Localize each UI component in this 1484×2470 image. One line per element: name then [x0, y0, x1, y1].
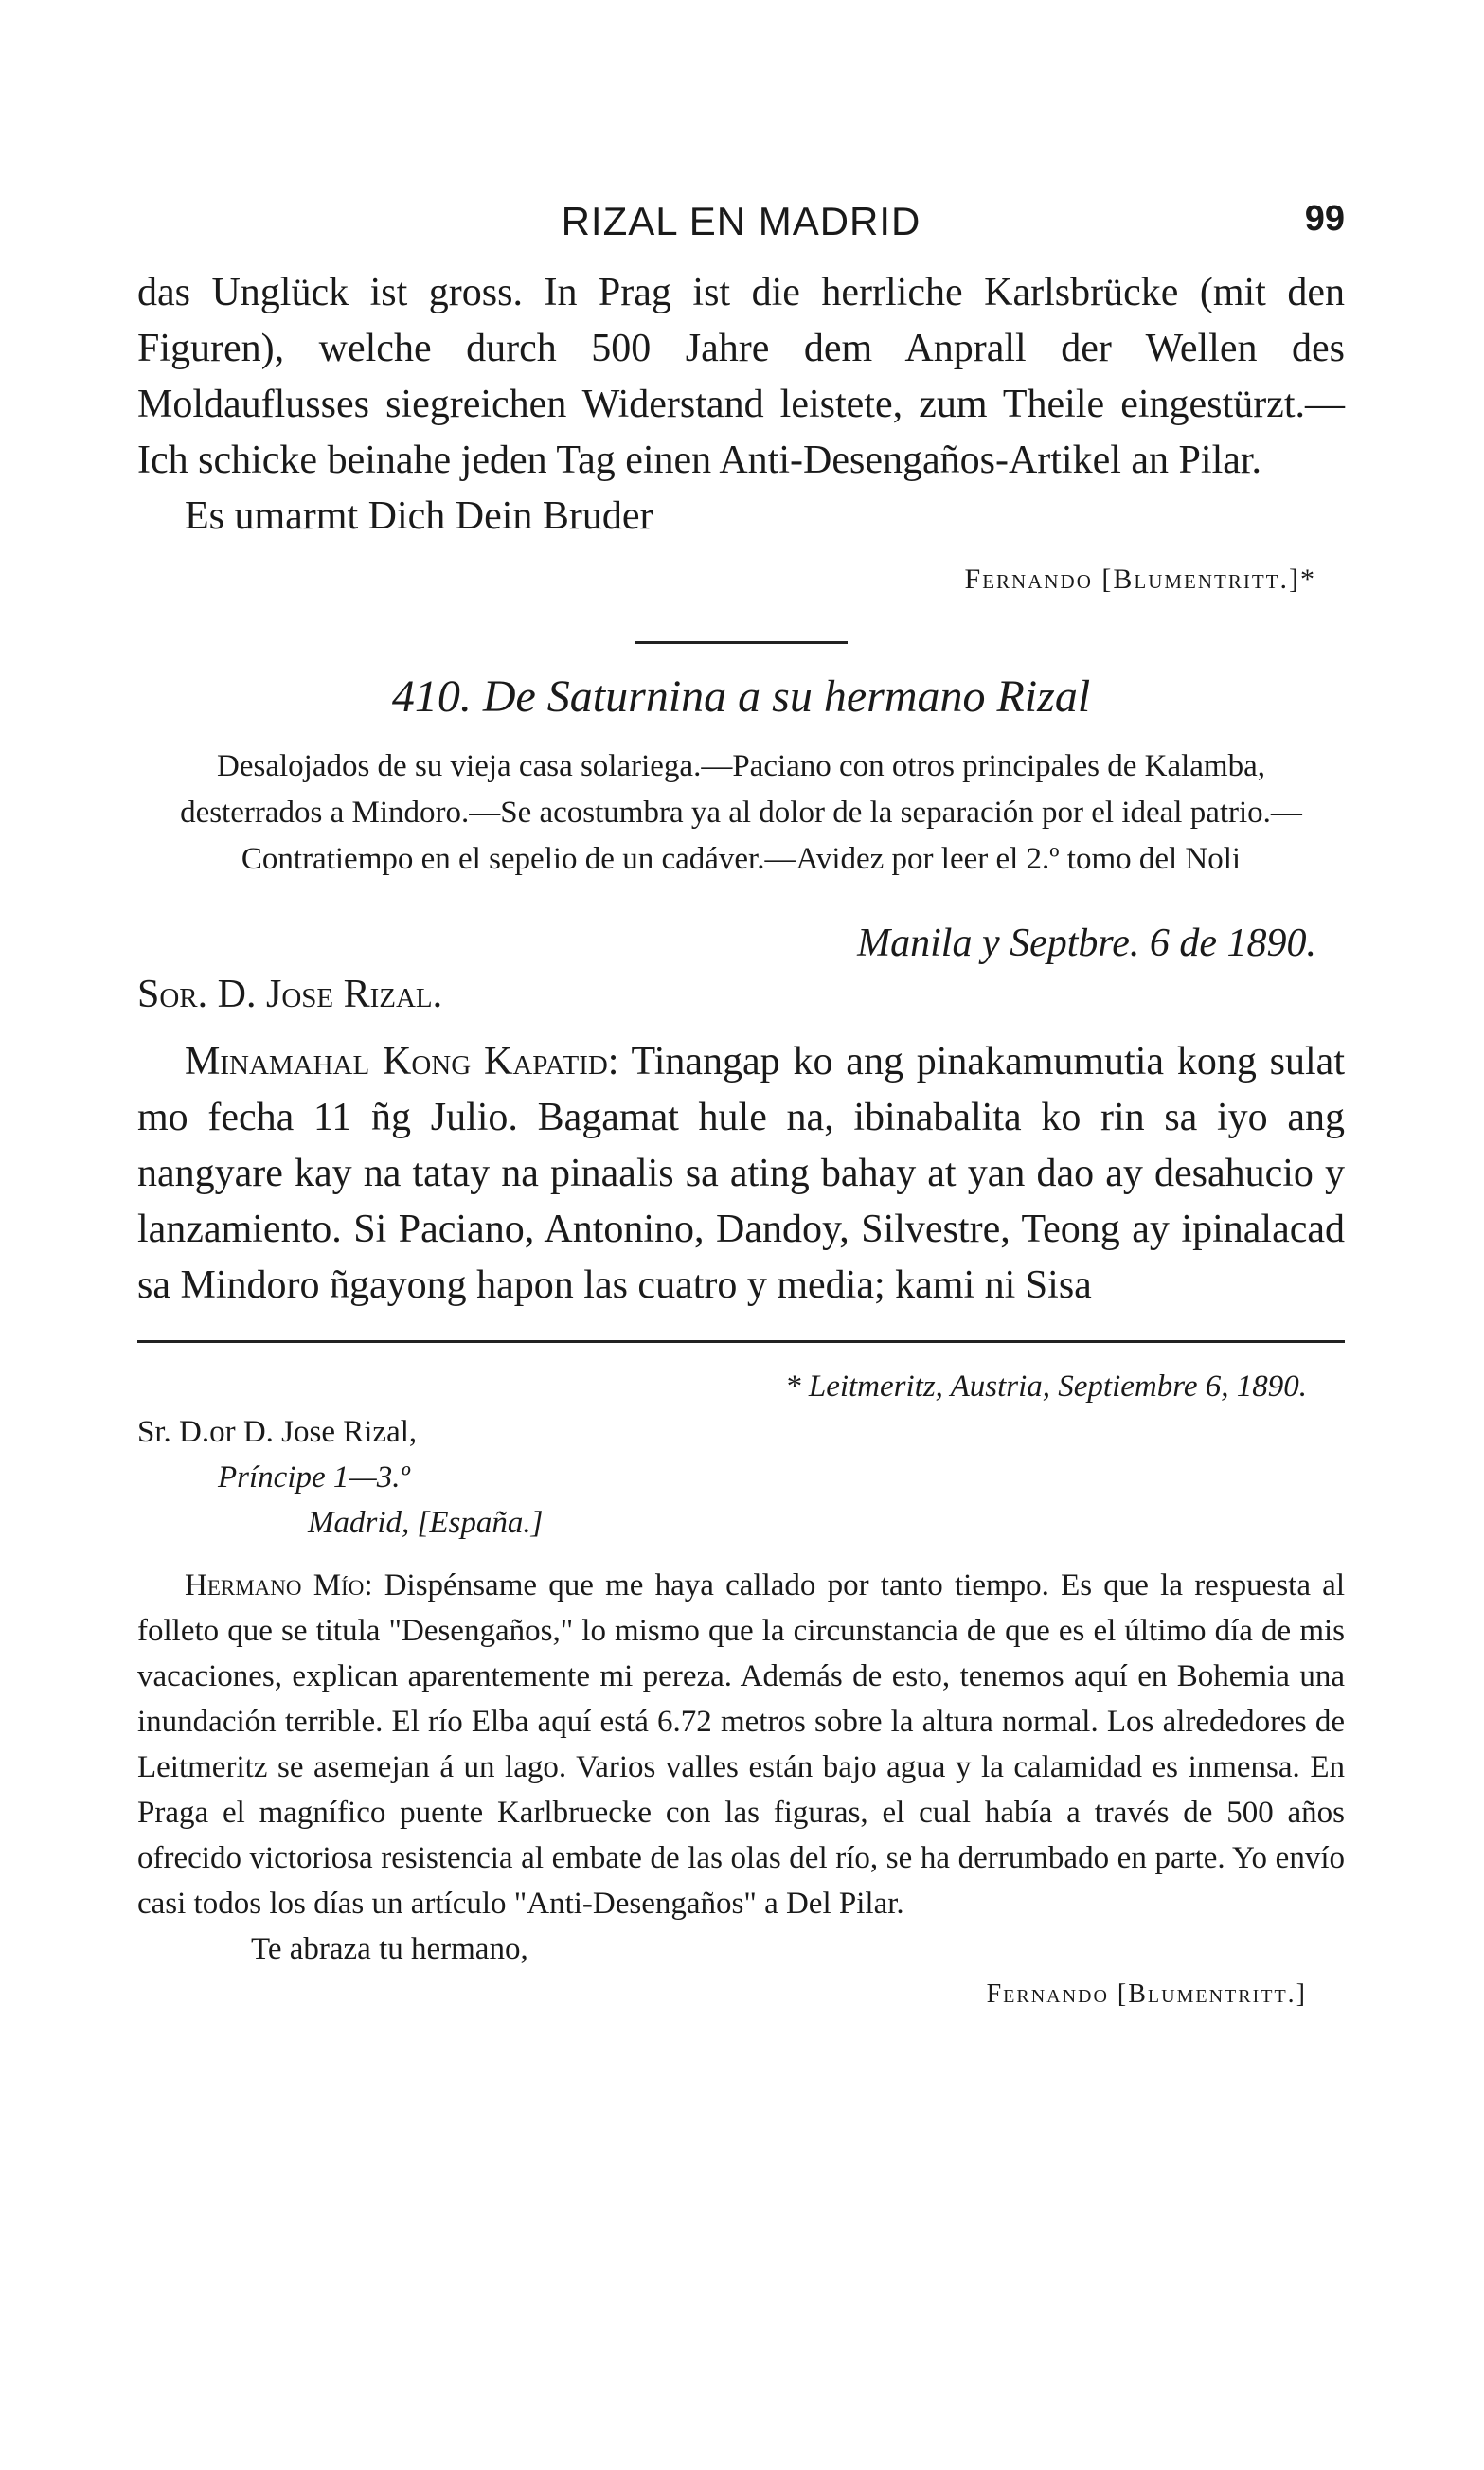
- book-page: [137, 199, 1345, 2017]
- previous-letter-paragraph: das Unglück ist gross. In Prag ist die herrliche Karlsbrücke (mit den Figuren), welche durch 500 Jahre dem Anprall der Wellen des Moldauflusses siegreichen Widerstand leistete, zum Theile eingestürzt.—Ich schicke beinahe jeden Tag einen Anti-Desengaños-Artikel an Pilar.: [137, 271, 1345, 482]
- footnote-address-line2: Príncipe 1—3.º: [218, 1460, 410, 1495]
- letter-salutation: Sor. D. Jose Rizal.: [137, 973, 443, 1016]
- letter-paragraph: Tinangap ko ang pinakamumutia kong sulat mo fecha 11 ñg Julio. Bagamat hule na, ibinabalita ko rin sa iyo ang nangyare kay na tatay na pinaalis sa ating bahay at yan dao ay desahucio y lanzamiento. Si Paciano, Antonino, Dandoy, Silvestre, Teong ay ipinalacad sa Mindoro ñgayong hapon las cuatro y media; kami ni Sisa: [137, 1040, 1345, 1307]
- letter-opening: Minamahal Kong Kapatid:: [185, 1040, 619, 1083]
- footnote-body: [137, 1563, 1345, 1972]
- previous-letter-closing: Es umarmt Dich Dein Bruder: [185, 494, 653, 538]
- letter-title: 410. De Saturnina a su hermano Rizal: [391, 671, 1091, 722]
- footnote-divider: [137, 1340, 1345, 1343]
- footnote-dateline: * Leitmeritz, Austria, Septiembre 6, 1890.: [785, 1369, 1307, 1404]
- footnote-opening: Hermano Mío:: [185, 1568, 373, 1602]
- previous-letter-continuation: [137, 265, 1345, 545]
- footnote-closing: Te abraza tu hermano,: [251, 1932, 528, 1966]
- footnote-signature: Fernando [Blumentritt.]: [986, 1979, 1307, 2009]
- letter-summary: Desalojados de su vieja casa solariega.—Paciano con otros principales de Kalamba, desterrados a Mindoro.—Se acostumbra ya al dolor de la separación por el ideal patrio.—Contratiempo en el sepelio de un cadáver.—Avidez por leer el 2.º tomo del Noli: [180, 749, 1302, 876]
- footnote-paragraph: Dispénsame que me haya callado por tanto tiempo. Es que la respuesta al folleto que se titula "Desengaños," lo mismo que la circunstancia de que es el último día de mis vacaciones, explican aparentemente mi pereza. Además de esto, tenemos aquí en Bohemia una inundación terrible. El río Elba aquí está 6.72 metros sobre la altura normal. Los alrededores de Leitmeritz se asemejan á un lago. Varios valles están bajo agua y la calamidad es inmensa. En Praga el magnífico puente Karlbruecke con las figuras, el cual había a través de 500 años ofrecido victoriosa resistencia al embate de las olas del río, se ha derrumbado en parte. Yo envío casi todos los días un artículo "Anti-Desengaños" a Del Pilar.: [137, 1568, 1346, 1921]
- running-title: RIZAL EN MADRID: [561, 199, 921, 243]
- section-divider: [635, 641, 848, 644]
- footnote-address-line1: Sr. D.or D. Jose Rizal,: [137, 1415, 418, 1449]
- previous-letter-signature: Fernando [Blumentritt.]*: [964, 564, 1316, 595]
- page-header: [137, 199, 1345, 265]
- footnote-address-line3: Madrid, [España.]: [308, 1506, 544, 1540]
- footnote: [137, 1364, 1345, 2017]
- page-number: 99: [1304, 199, 1345, 239]
- letter-body: [137, 1034, 1345, 1314]
- letter-dateline: Manila y Septbre. 6 de 1890.: [857, 922, 1316, 965]
